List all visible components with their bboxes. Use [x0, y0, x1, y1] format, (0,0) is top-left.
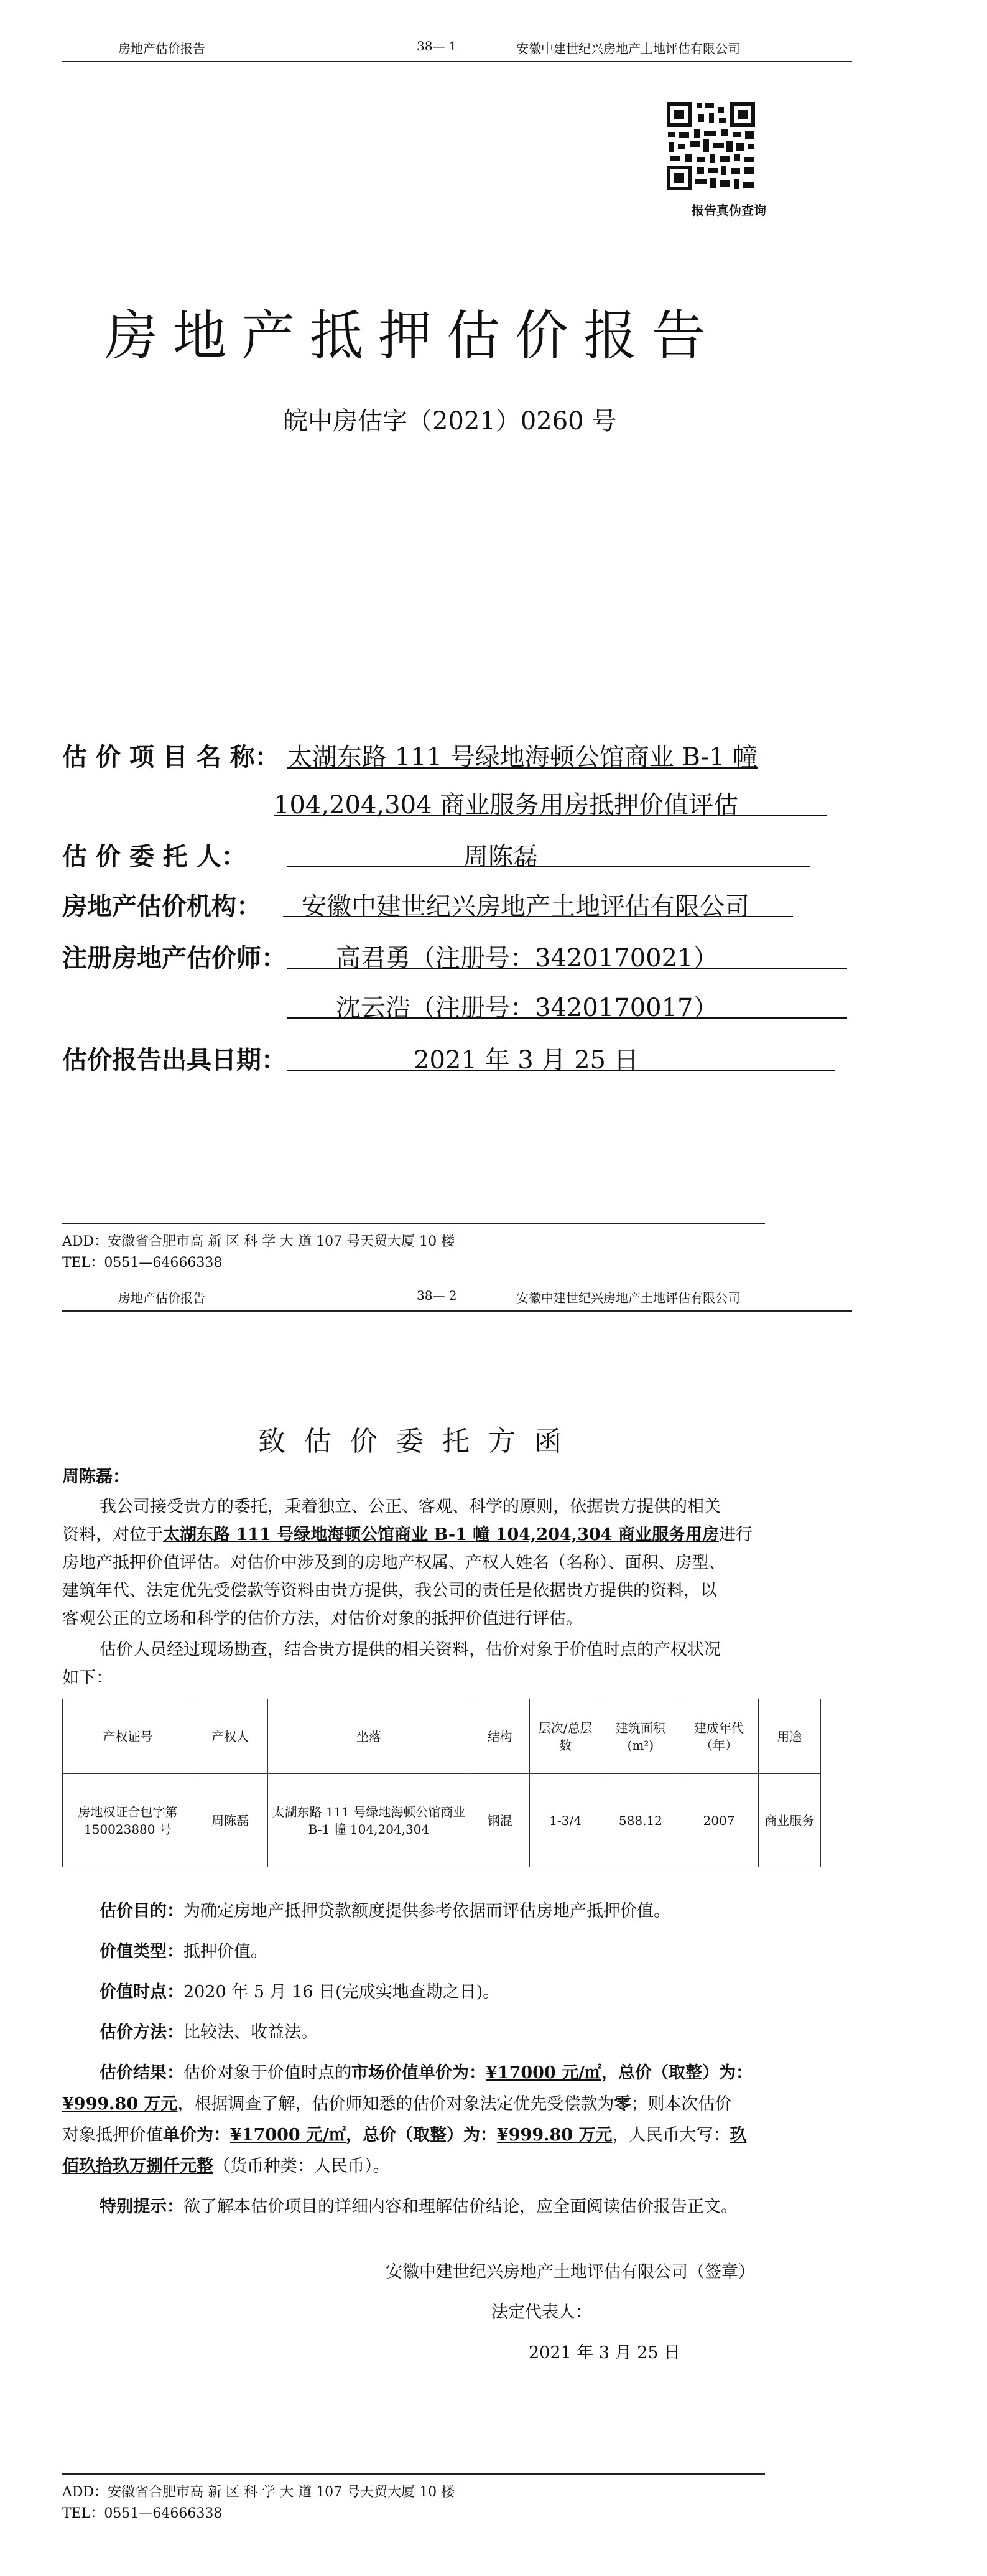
signature-date: 2021 年 3 月 25 日	[529, 2343, 681, 2363]
table-cell-owner: 周陈磊	[193, 1774, 267, 1867]
para1-line1: 我公司接受贵方的委托，秉着独立、公正、客观、科学的原则，依据贵方提供的相关	[100, 1497, 721, 1516]
table-header-cell: 用途	[758, 1699, 820, 1774]
total-label: ，总价（取整）为：	[345, 2126, 497, 2145]
para1-line2	[62, 1521, 753, 1549]
project-name-line2: 104,204,304 商业服务用房抵押价值评估	[274, 791, 739, 819]
org-label: 房地产估价机构：	[62, 892, 261, 921]
footer-rule	[62, 2473, 765, 2475]
table-cell-location: 太湖东路 111 号绿地海顿公馆商业 B-1 幢 104,204,304	[267, 1774, 470, 1867]
result-text: ；则本次估价	[631, 2094, 732, 2114]
project-name-line1: 太湖东路 111 号绿地海顿公馆商业 B-1 幢	[287, 743, 758, 772]
amount-in-words-start: 玖	[730, 2126, 747, 2145]
market-unit-price: ¥17000 元/㎡	[486, 2063, 601, 2083]
appraiser-1-underline	[287, 968, 847, 969]
para2-line2: 如下：	[62, 1668, 113, 1687]
header-page-number: 38— 1	[417, 39, 457, 54]
special-tip-text: 欲了解本估价项目的详细内容和理解估价结论，应全面阅读估价报告正文。	[183, 2197, 738, 2216]
mortgage-total-price: ¥999.80 万元	[496, 2126, 613, 2145]
header-right: 安徽中建世纪兴房地产土地评估有限公司	[516, 1290, 740, 1305]
priority-amount: 零	[614, 2094, 631, 2114]
table-header-cell: 建成年代（年）	[680, 1699, 758, 1774]
market-total-price: ¥999.80 万元	[62, 2094, 178, 2114]
result-line4	[62, 2153, 390, 2180]
table-cell-area: 588.12	[601, 1774, 680, 1867]
table-cell-structure: 钢混	[470, 1774, 530, 1867]
footer-tel: TEL：0551—64666338	[62, 1255, 223, 1271]
table-header-cell: 建筑面积(m²)	[601, 1699, 680, 1774]
value-type-label: 价值类型：	[100, 1942, 183, 1961]
footer-address: ADD：安徽省合肥市高 新 区 科 学 大 道 107 号天贸大厦 10 楼	[62, 2485, 455, 2500]
qr-caption: 报告真伪查询	[692, 203, 766, 218]
client-value: 周陈磊	[463, 842, 538, 871]
footer-tel: TEL：0551—64666338	[62, 2506, 223, 2521]
purpose-label: 估价目的：	[100, 1902, 183, 1921]
table-header-cell: 产权人	[193, 1699, 267, 1774]
letter-title: 致估价委托方函	[258, 1426, 580, 1457]
header-left: 房地产估价报告	[118, 41, 205, 56]
method-label: 估价方法：	[100, 2023, 183, 2042]
report-title: 房地产抵押估价报告	[104, 305, 720, 367]
purpose-text: 为确定房地产抵押贷款额度提供参考依据而评估房地产抵押价值。	[183, 1902, 670, 1921]
method-text: 比较法、收益法。	[183, 2023, 318, 2042]
header-right: 安徽中建世纪兴房地产土地评估有限公司	[516, 41, 740, 56]
value-type-line	[100, 1938, 267, 1966]
result-line1	[100, 2060, 753, 2087]
value-type-text: 抵押价值。	[183, 1942, 267, 1961]
appraiser-1: 高君勇（注册号：3420170021）	[336, 944, 718, 973]
para1-line2-pre: 资料，对位于	[62, 1525, 163, 1544]
special-tip-label: 特别提示：	[100, 2197, 183, 2216]
result-text: ，根据调查了解，估价师知悉的估价对象法定优先受偿款为	[177, 2094, 614, 2114]
mortgage-unit-label: 单价为：	[163, 2126, 230, 2145]
date-underline	[287, 1070, 835, 1071]
document-number: 皖中房估字（2021）0260 号	[283, 407, 617, 436]
table-cell-year: 2007	[680, 1774, 758, 1867]
value-time-label: 价值时点：	[100, 1982, 183, 2002]
project-underline	[274, 815, 827, 816]
result-line2	[62, 2091, 732, 2118]
para1-line2-post: 进行	[718, 1525, 753, 1544]
purpose-line	[100, 1898, 670, 1925]
table-header-row	[63, 1699, 821, 1774]
special-tip-line	[100, 2193, 738, 2221]
table-cell-use: 商业服务	[758, 1774, 820, 1867]
table-cell-cert-no: 房地权证合包字第 150023880 号	[63, 1774, 193, 1867]
para1-line4: 建筑年代、法定优先受偿款等资料由贵方提供，我公司的责任是依据贵方提供的资料，以	[62, 1581, 717, 1600]
legal-representative: 法定代表人：	[491, 2303, 592, 2322]
result-text: 估价对象于价值时点的	[183, 2063, 351, 2083]
method-line	[100, 2019, 318, 2046]
footer-rule	[62, 1223, 765, 1224]
table-header-cell: 层次/总层数	[529, 1699, 601, 1774]
org-underline	[283, 916, 793, 917]
table-header-cell: 结构	[470, 1699, 530, 1774]
property-address: 太湖东路 111 号绿地海顿公馆商业 B-1 幢 104,204,304 商业服务用房	[163, 1525, 719, 1544]
table-cell-floors: 1-3/4	[529, 1774, 601, 1867]
appraiser-2-underline	[287, 1017, 847, 1019]
para2-line1: 估价人员经过现场勘查，结合贵方提供的相关资料，估价对象于价值时点的产权状况	[100, 1640, 721, 1659]
market-unit-label: 市场价值单价为：	[351, 2063, 486, 2083]
para1-line5: 客观公正的立场和科学的估价方法，对估价对象的抵押价值进行评估。	[62, 1609, 583, 1628]
client-underline	[287, 866, 810, 867]
header-rule	[62, 61, 852, 62]
value-time-line	[100, 1979, 499, 2006]
result-text: ，人民币大写：	[612, 2126, 730, 2145]
appraiser-label: 注册房地产估价师：	[62, 943, 286, 973]
table-header-cell: 产权证号	[63, 1699, 193, 1774]
date-label: 估价报告出具日期：	[62, 1045, 286, 1075]
footer-address: ADD：安徽省合肥市高 新 区 科 学 大 道 107 号天贸大厦 10 楼	[62, 1234, 455, 1249]
result-text: 对象抵押价值	[62, 2126, 163, 2145]
appraiser-2: 沈云浩（注册号：3420170017）	[336, 994, 718, 1022]
salutation: 周陈磊：	[62, 1467, 129, 1486]
table-row	[63, 1774, 821, 1867]
currency-note: （货币种类：人民币）。	[213, 2157, 390, 2176]
header-page-number: 38— 2	[417, 1288, 457, 1303]
date-value: 2021 年 3 月 25 日	[414, 1046, 639, 1075]
value-time-text: 2020 年 5 月 16 日(完成实地查勘之日)。	[183, 1982, 500, 2002]
client-label: 估 价 委 托 人：	[62, 842, 246, 871]
qr-code-icon[interactable]	[664, 100, 758, 193]
result-line3	[62, 2122, 747, 2149]
project-name-label: 估 价 项 目 名 称：	[62, 742, 280, 772]
table-header-cell: 坐落	[267, 1699, 470, 1774]
amount-in-words: 佰玖拾玖万捌仟元整	[62, 2157, 213, 2176]
mortgage-unit-price: ¥17000 元/㎡	[230, 2126, 346, 2145]
header-rule	[62, 1310, 852, 1312]
result-label: 估价结果：	[100, 2063, 183, 2083]
property-table	[62, 1699, 821, 1867]
signature-company: 安徽中建世纪兴房地产土地评估有限公司（签章）	[386, 2262, 755, 2282]
total-label: ，总价（取整）为：	[601, 2063, 753, 2083]
header-left: 房地产估价报告	[118, 1290, 205, 1305]
org-value: 安徽中建世纪兴房地产土地评估有限公司	[302, 892, 749, 921]
para1-line3: 房地产抵押价值评估。对估价中涉及到的房地产权属、产权人姓名（名称）、面积、房型、	[62, 1553, 726, 1572]
